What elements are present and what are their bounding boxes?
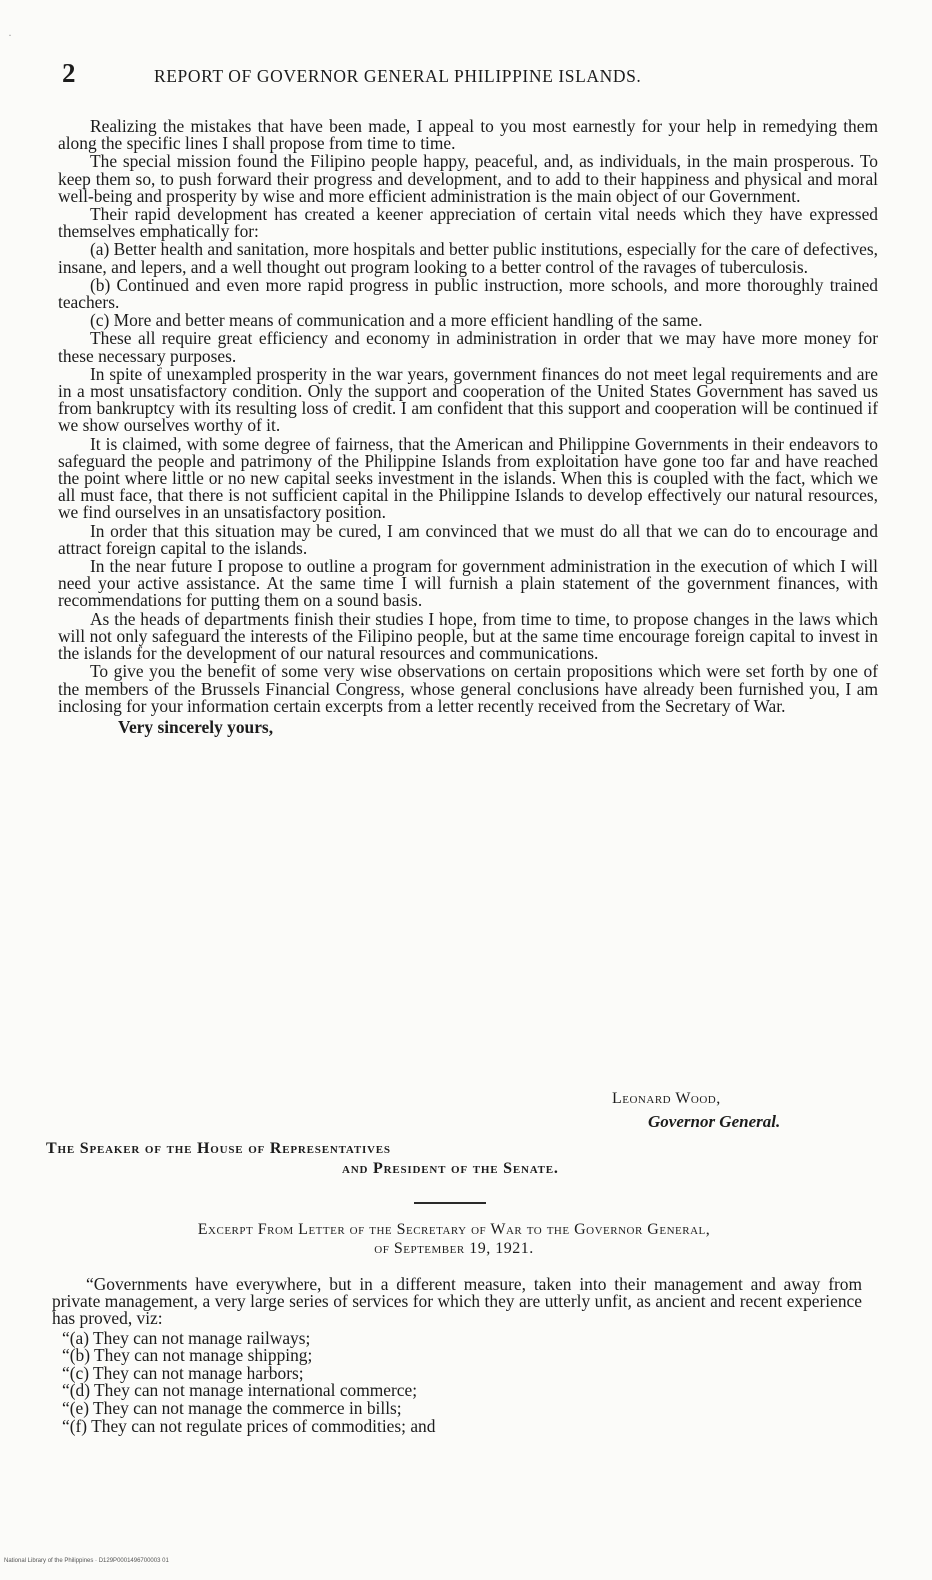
scan-speck: · — [8, 28, 12, 42]
letter-body — [58, 118, 878, 736]
addressee-line-2: and President of the Senate. — [342, 1160, 559, 1177]
excerpt-list-item: “(f) They can not regulate prices of commodities; and — [62, 1415, 436, 1436]
excerpt-list-item: “(b) They can not manage shipping; — [62, 1345, 313, 1366]
excerpt-heading — [48, 1220, 860, 1258]
excerpt-body — [52, 1276, 862, 1435]
excerpt-heading-line-2: of September 19, 1921. — [374, 1240, 534, 1257]
body-paragraph: Realizing the mistakes that have been made, I appeal to you most earnestly for your help in remedying them along the specific lines I shall propose from time to time. — [58, 116, 878, 154]
excerpt-list-item: “(d) They can not manage international commerce; — [62, 1380, 418, 1401]
signature-block — [612, 1090, 852, 1132]
excerpt-list-item: “(a) They can not manage railways; — [62, 1327, 311, 1348]
body-paragraph: As the heads of departments finish their studies I hope, from time to time, to propose changes in the laws which will not only safeguard the interests of the Filipino people, but at the same time encourage foreign capital to invest in the islands for the development of our natural resources and communications. — [58, 608, 878, 664]
body-paragraph: In the near future I propose to outline a program for government administration in the execution of which I will need your active assistance. At the same time I will furnish a plain statement of the government finances, with recommendations for putting them on a sound basis. — [58, 556, 878, 611]
body-paragraph: The special mission found the Filipino people happy, peaceful, and, as individuals, in the main prosperous. To keep them so, to push forward their progress and development, and to add to their happiness and physical and moral well-being and prosperity by wise and more efficient administration is the main object of our Government. — [58, 151, 878, 206]
signatory-title: Governor General. — [648, 1112, 781, 1131]
body-paragraph: It is claimed, with some degree of fairness, that the American and Philippine Governments in their endeavors to safeguard the people and patrimony of the Philippine Islands from exploitation have gone too far and have reached the point where little or no new capital seeks investment in the islands. When this is coupled with the fact, which we all must face, that there is not sufficient capital in the Philippine Islands to develop effectively our natural resources, we find ourselves in an unsatisfactory position. — [58, 433, 878, 523]
addressee-block — [46, 1140, 746, 1178]
body-paragraph: To give you the benefit of some very wise observations on certain propositions which were set forth by one of the members of the Brussels Financial Congress, whose general conclusions have already been furnished you, I am inclosing for your information certain excerpts from a letter recently received from the Secretary of War. — [58, 661, 878, 716]
running-head — [62, 58, 802, 94]
excerpt-list — [52, 1327, 862, 1436]
body-paragraph: Their rapid development has created a keener appreciation of certain vital needs which they have expressed themselves emphatically for: — [58, 204, 878, 242]
library-footer-note: National Library of the Philippines · D129P0001496700003 01 — [4, 1558, 169, 1564]
excerpt-heading-line-1: Excerpt From Letter of the Secretary of War to the Governor General, — [197, 1221, 711, 1238]
body-paragraph: These all require great efficiency and economy in administration in order that we may have more money for these necessary purposes. — [58, 328, 878, 366]
signatory-name: Leonard Wood, — [612, 1090, 721, 1107]
body-paragraph: In spite of unexampled prosperity in the war years, government finances do not meet legal requirements and are in a most unsatisfactory condition. Only the support and cooperation of the United States Government has saved us from bankruptcy with its resulting loss of credit. I am confident that this support and cooperation will be continued if we show ourselves worthy of it. — [58, 363, 878, 436]
body-paragraph: (b) Continued and even more rapid progress in public instruction, more schools, and more thoroughly trained teachers. — [58, 274, 878, 313]
page-number: 2 — [62, 58, 76, 88]
excerpt-list-item: “(c) They can not manage harbors; — [62, 1362, 304, 1383]
closing-line: Very sincerely yours, — [118, 716, 274, 737]
body-paragraph: (a) Better health and sanitation, more hospitals and better public institutions, especially for the care of defectives, insane, and lepers, and a well thought out program looking to a better control of the ravages of tuberculosis. — [58, 239, 878, 277]
body-paragraph: (c) More and better means of communication and a more efficient handling of the same. — [90, 310, 703, 331]
excerpt-list-item: “(e) They can not manage the commerce in bills; — [62, 1397, 402, 1418]
body-paragraph: In order that this situation may be cured, I am convinced that we must do all that we can do to encourage and attract foreign capital to the islands. — [58, 520, 878, 558]
addressee-line-1: The Speaker of the House of Representatives — [46, 1140, 391, 1157]
section-divider — [414, 1202, 486, 1204]
excerpt-intro: “Governments have everywhere, but in a different measure, taken into their management and away from private management, a very large series of services for which they are utterly unfit, as ancient and recent experience has proved, viz: — [52, 1274, 862, 1329]
running-title: REPORT OF GOVERNOR GENERAL PHILIPPINE ISLANDS. — [154, 66, 642, 86]
